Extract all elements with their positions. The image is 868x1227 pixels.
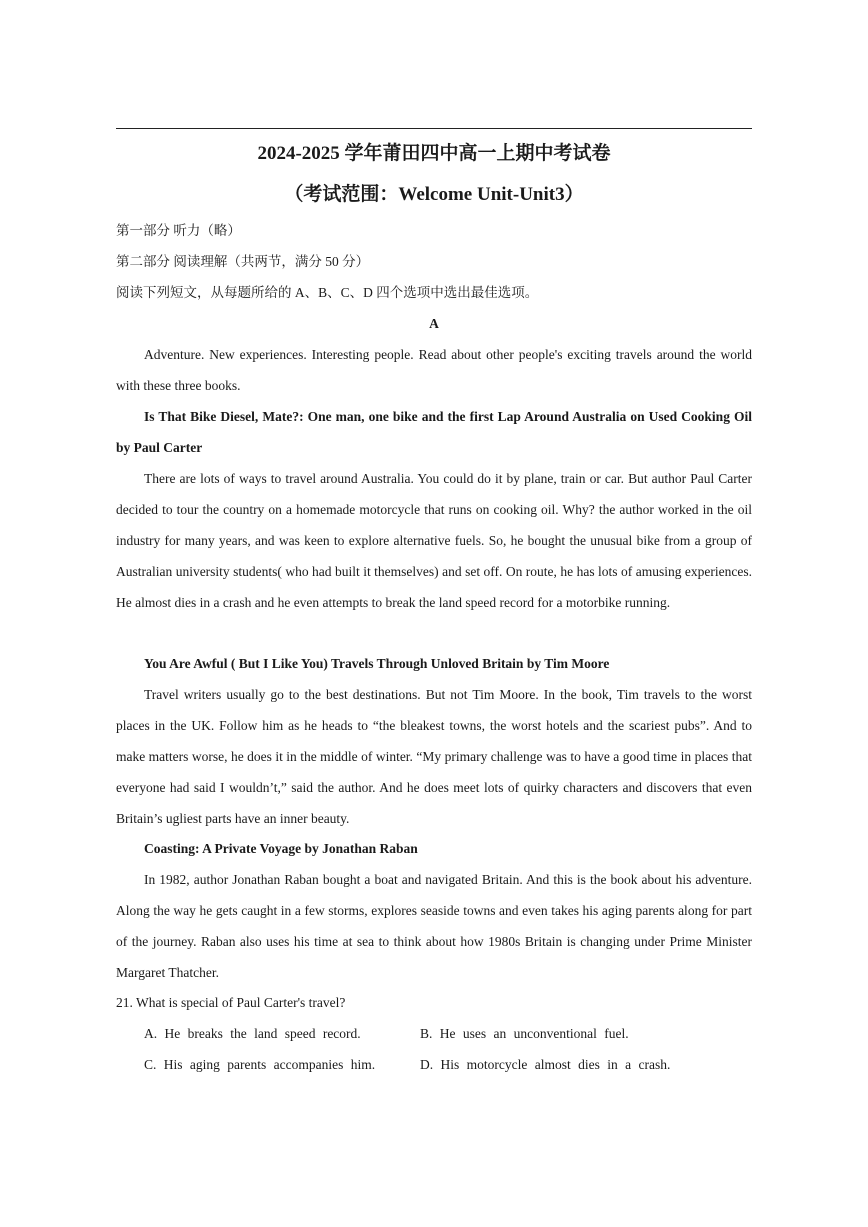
book3-title: Coasting: A Private Voyage by Jonathan Raban: [144, 841, 418, 856]
passage-label: A: [429, 316, 439, 331]
exam-subtitle: （考试范围：Welcome Unit-Unit3）: [284, 184, 584, 205]
book3-text: In 1982, author Jonathan Raban bought a boat and navigated Britain. And this is the book about his adventure. Along the way he gets caught in a few storms, explores seaside towns and even takes his aging parents along for part of the journey. Raban also uses his time at sea to think about how 1980s Britain is changing under Prime Minister Margaret Thatcher.: [116, 872, 752, 980]
part2-heading: 第二部分 阅读理解（共两节，满分 50 分）: [116, 254, 370, 269]
header-rule: [116, 128, 752, 129]
book1-text: There are lots of ways to travel around Australia. You could do it by plane, train or car. But author Paul Carter decided to tour the country on a homemade motorcycle that runs on cooking oil. Why? the author worked in the oil industry for many years, and was keen to explore alternative fuels. So, he bought the unusual bike from a group of Australian university students( who had built it themselves) and set off. On route, he has lots of amusing experiences. He almost dies in a crash and he even attempts to break the land speed record for a motorbike running.: [116, 471, 752, 610]
option-c[interactable]: C. His aging parents accompanies him.: [144, 1057, 376, 1072]
reading-instruction: 阅读下列短文，从每题所给的 A、B、C、D 四个选项中选出最佳选项。: [116, 285, 539, 300]
passage-intro: Adventure. New experiences. Interesting people. Read about other people's exciting travels around the world with these three books.: [116, 347, 752, 393]
book1-title: Is That Bike Diesel, Mate?: One man, one bike and the first Lap Around Australia on Used Cooking Oil by Paul Carter: [116, 409, 752, 455]
option-b[interactable]: B. He uses an unconventional fuel.: [420, 1026, 629, 1041]
option-d[interactable]: D. His motorcycle almost dies in a crash.: [420, 1057, 671, 1072]
book2-title: You Are Awful ( But I Like You) Travels Through Unloved Britain by Tim Moore: [144, 656, 610, 671]
exam-title: 2024-2025 学年莆田四中高一上期中考试卷: [257, 143, 611, 164]
question-stem: 21. What is special of Paul Carter's travel?: [116, 995, 346, 1010]
part1-heading: 第一部分 听力（略）: [116, 223, 241, 238]
option-a[interactable]: A. He breaks the land speed record.: [144, 1026, 361, 1041]
book2-text: Travel writers usually go to the best destinations. But not Tim Moore. In the book, Tim travels to the worst places in the UK. Follow him as he heads to “the bleakest towns, the worst hotels and the scariest pubs”. And to make matters worse, he does it in the middle of winter. “My primary challenge was to have a good time in places that everyone had said I wouldn’t,” said the author. And he does meet lots of quirky characters and discovers that even Britain’s ugliest parts have an inner beauty.: [116, 687, 752, 826]
